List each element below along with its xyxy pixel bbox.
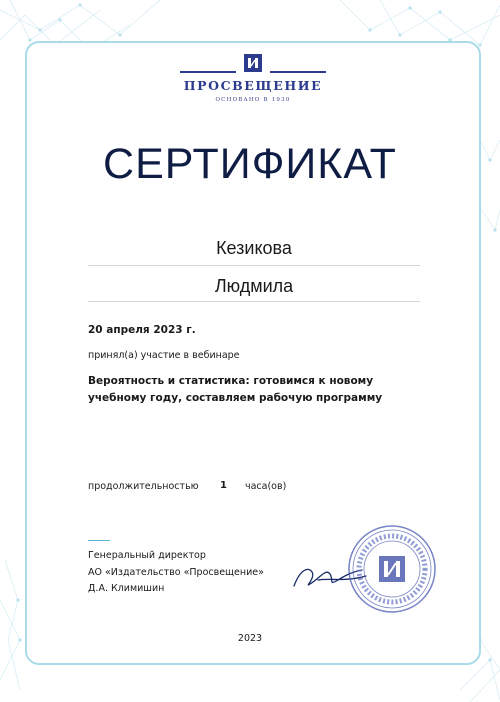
divider xyxy=(88,301,420,302)
duration-label: продолжительностью xyxy=(88,481,199,492)
signatory-position: Генеральный директор xyxy=(88,550,206,561)
official-seal-stamp xyxy=(346,523,438,615)
signatory-name: Д.А. Климишин xyxy=(88,583,165,594)
recipient-surname: Кезикова xyxy=(216,238,292,258)
signatory-organization: АО «Издательство «Просвещение» xyxy=(88,567,264,578)
publisher-logo xyxy=(180,52,326,108)
publisher-tagline: ОСНОВАНО В 1930 xyxy=(215,97,291,103)
logo-line-right xyxy=(270,71,326,73)
participation-text: принял(а) участие в вебинаре xyxy=(88,350,240,361)
duration-unit: часа(ов) xyxy=(245,481,287,492)
recipient-first-name: Людмила xyxy=(214,276,294,296)
certificate-year: 2023 xyxy=(237,633,263,644)
publisher-name: ПРОСВЕЩЕНИЕ xyxy=(183,78,323,93)
duration-value: 1 xyxy=(220,480,227,491)
divider xyxy=(88,265,420,266)
publisher-emblem-icon xyxy=(244,54,262,72)
logo-line-left xyxy=(180,71,236,73)
webinar-topic: Вероятность и статистика: готовимся к новому учебному году, составляем рабочую программу xyxy=(88,375,383,404)
signature-accent-line xyxy=(88,540,110,541)
event-date: 20 апреля 2023 г. xyxy=(88,324,196,336)
certificate-title: СЕРТИФИКАТ xyxy=(103,140,397,188)
